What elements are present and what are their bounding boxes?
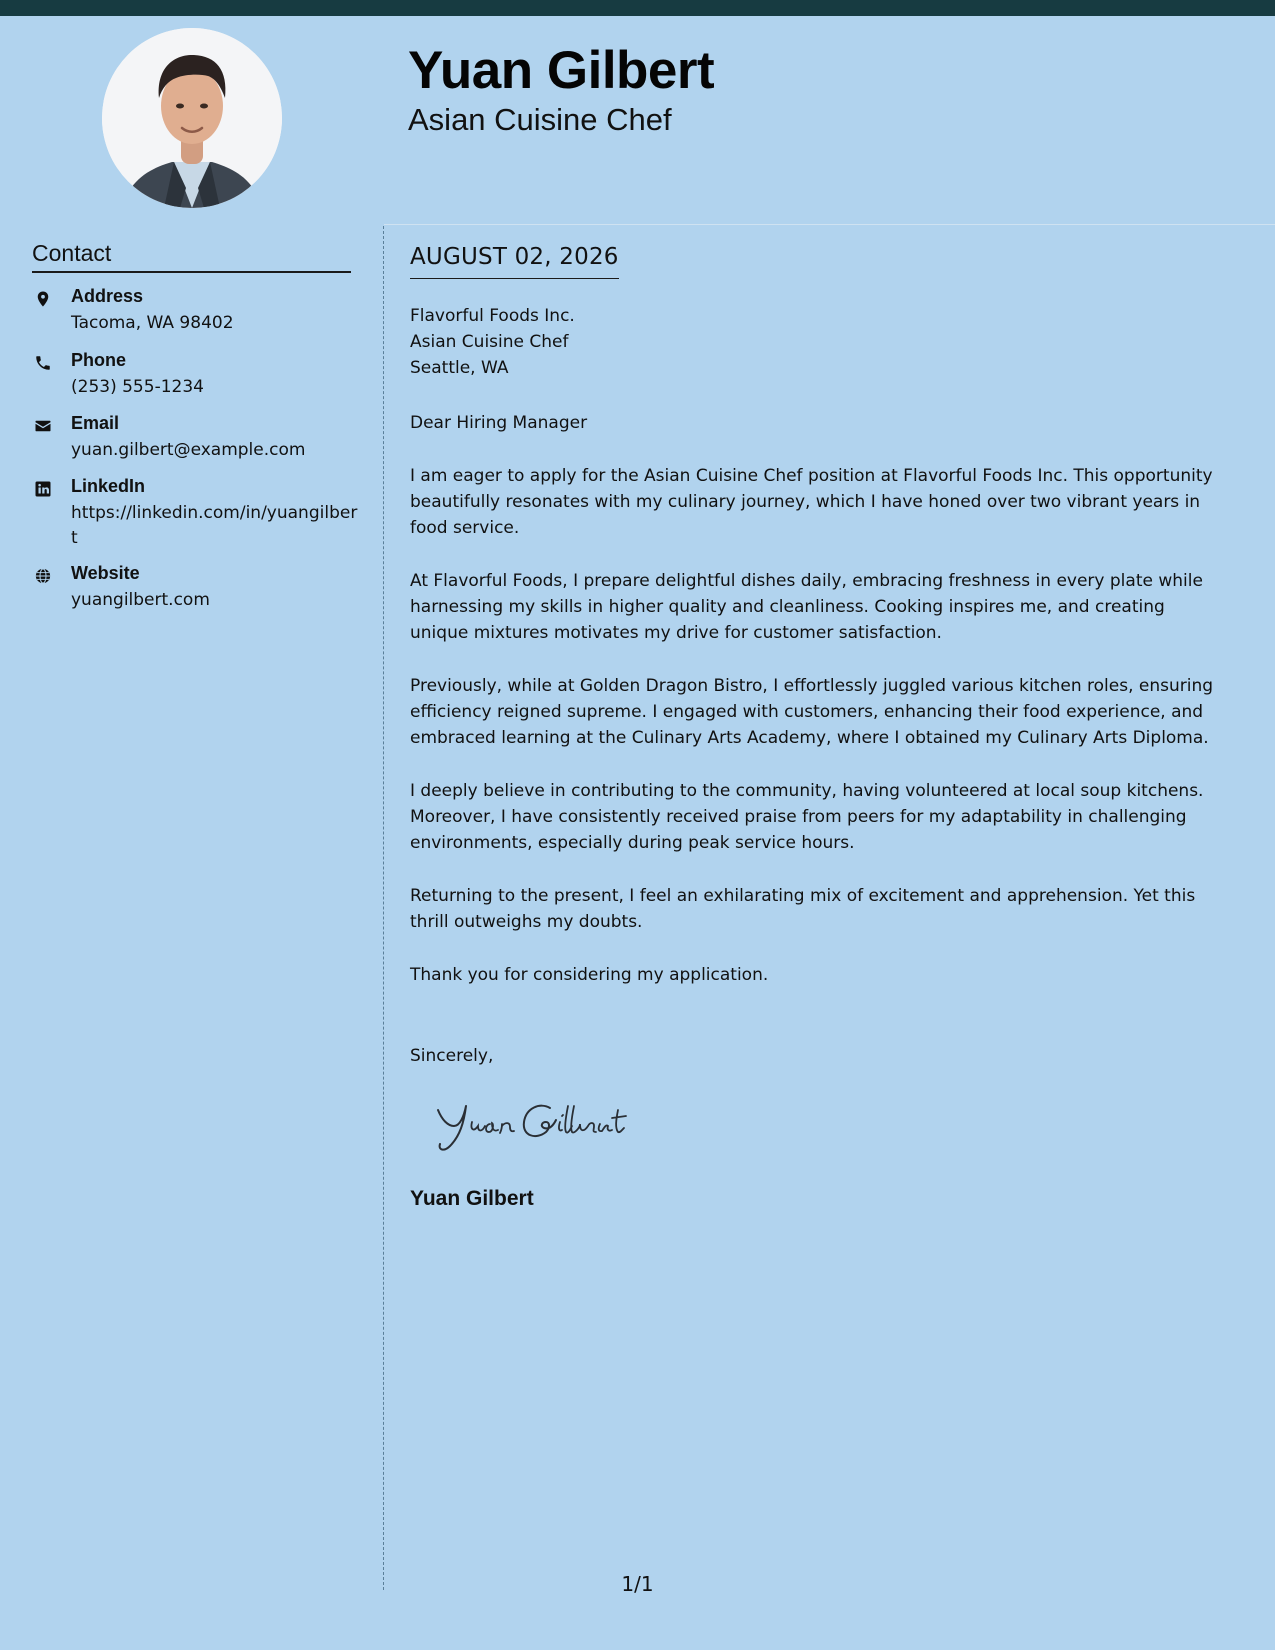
- recipient-location: Seattle, WA: [410, 358, 509, 378]
- contact-phone-value: (253) 555-1234: [71, 377, 204, 397]
- handwritten-signature: [432, 1096, 652, 1156]
- letter-paragraph: Returning to the present, I feel an exhilarating mix of excitement and apprehension. Yet this thrill outweighs my doubts.: [410, 886, 1196, 932]
- contact-email-value[interactable]: yuan.gilbert@example.com: [71, 440, 306, 460]
- letter-date: AUGUST 02, 2026: [410, 244, 619, 279]
- contact-linkedin-label: LinkedIn: [71, 476, 146, 496]
- contact-website-value[interactable]: yuangilbert.com: [71, 590, 210, 610]
- contact-address-value: Tacoma, WA 98402: [71, 313, 234, 333]
- recipient-position: Asian Cuisine Chef: [410, 332, 569, 352]
- applicant-name: Yuan Gilbert: [408, 41, 715, 100]
- page-number: 1/1: [621, 1572, 654, 1596]
- envelope-icon: [34, 417, 52, 435]
- linkedin-icon: [34, 480, 52, 498]
- letter-paragraph: Previously, while at Golden Dragon Bistro, I effortlessly juggled various kitchen roles, ensuring efficiency reigned supreme. I engaged with customers, enhancing their food experience, and embraced learning at the Culinary Arts Academy, where I obtained my Culinary Arts Diploma.: [410, 676, 1214, 748]
- column-divider: [383, 226, 384, 1590]
- signer-name: Yuan Gilbert: [410, 1187, 534, 1210]
- contact-website-label: Website: [71, 563, 140, 583]
- applicant-job-title: Asian Cuisine Chef: [408, 102, 672, 137]
- globe-icon: [34, 567, 52, 585]
- profile-photo: [102, 28, 282, 208]
- letter-paragraph: I deeply believe in contributing to the community, having volunteered at local soup kitchens. Moreover, I have consistently received praise from peers for my adaptability in challenging environments, especially during peak service hours.: [410, 781, 1204, 853]
- letter-paragraph: At Flavorful Foods, I prepare delightful dishes daily, embracing freshness in every plate while harnessing my skills in higher quality and cleanliness. Cooking inspires me, and creating unique mixtures motivates my drive for customer satisfaction.: [410, 571, 1203, 643]
- contact-heading-underline: [32, 271, 351, 273]
- letter-paragraph: Thank you for considering my application.: [410, 965, 769, 985]
- closing: Sincerely,: [410, 1046, 494, 1066]
- recipient-company: Flavorful Foods Inc.: [410, 306, 575, 326]
- contact-email-label: Email: [71, 413, 120, 433]
- header-divider: [384, 224, 1275, 225]
- recipient-block: [410, 303, 575, 381]
- contact-heading: Contact: [32, 240, 112, 266]
- letter-paragraph: I am eager to apply for the Asian Cuisine Chef position at Flavorful Foods Inc. This opportunity beautifully resonates with my culinary journey, which I have honed over two vibrant years in food service.: [410, 466, 1213, 538]
- salutation: Dear Hiring Manager: [410, 413, 588, 433]
- phone-icon: [34, 354, 52, 372]
- top-accent-bar: [0, 0, 1275, 16]
- contact-address-label: Address: [71, 286, 144, 306]
- contact-linkedin-value[interactable]: https://linkedin.com/in/yuangilbert: [71, 503, 358, 548]
- map-pin-icon: [34, 290, 52, 308]
- contact-phone-label: Phone: [71, 350, 127, 370]
